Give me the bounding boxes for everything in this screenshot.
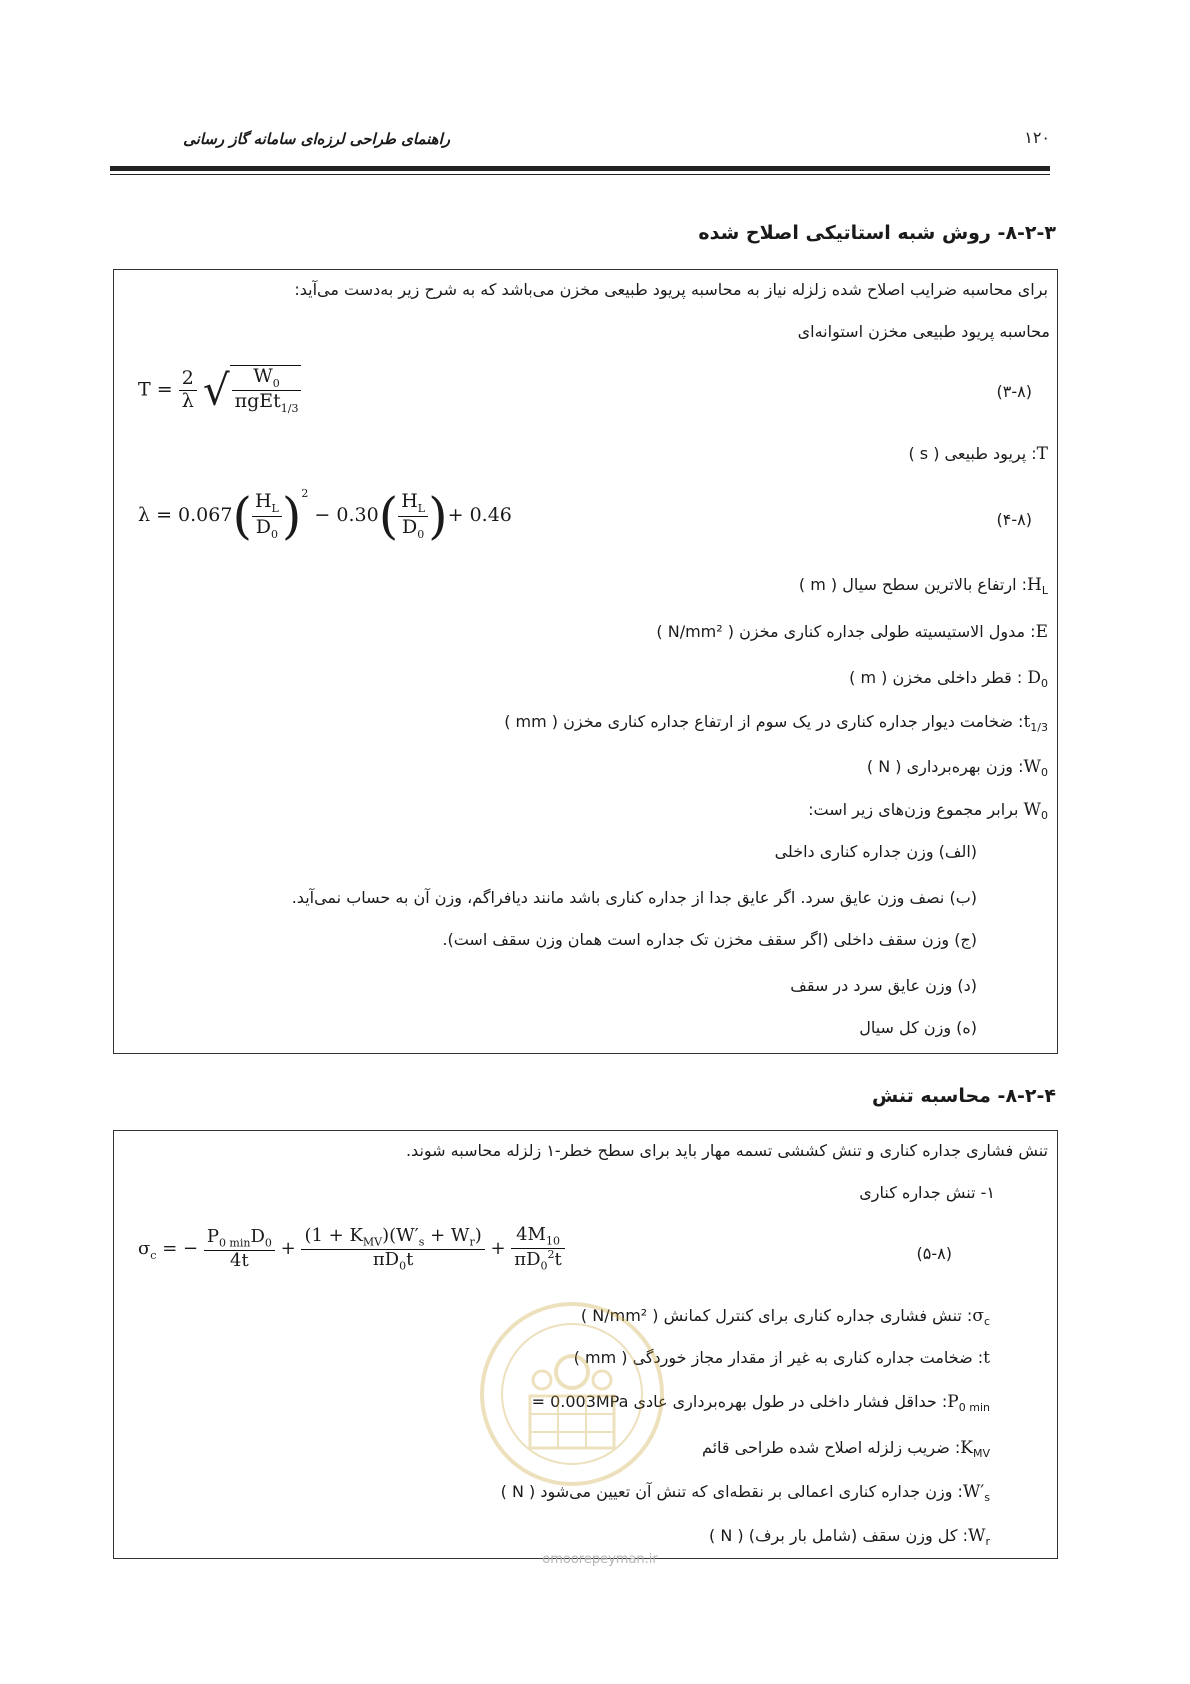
definition-Wr: $W_r$: کل وزن سقف (شامل بار برف) ( N ) — [708, 1526, 990, 1549]
definition-E: E: مدول الاستیسیته طولی جداره کناری مخزن ( N/mm² ) — [656, 622, 1048, 642]
definition-P0min: $P_{0 min}$: حداقل فشار داخلی در طول بهره‌برداری عادی 0.003MPa = — [531, 1392, 990, 1415]
section-title-8-2-3: ۸-۲-۳- روش شبه استاتیکی اصلاح شده — [698, 222, 1056, 244]
eq3-term1: $\frac{P_{0 min}D_0}{4t}$ — [204, 1227, 275, 1272]
list-item-alef: (الف) وزن جداره کناری داخلی — [774, 842, 977, 861]
list-item-dal: (د) وزن عایق سرد در سقف — [790, 976, 977, 995]
paren-left-icon: ( — [232, 487, 252, 545]
section2-intro: تنش فشاری جداره کناری و تنش کششی تسمه مهار باید برای سطح خطر-۱ زلزله محاسبه شوند. — [405, 1141, 1048, 1160]
header-rule-thin — [110, 174, 1050, 175]
definition-W0-sum: $W_0$ برابر مجموع وزن‌های زیر است: — [808, 800, 1048, 823]
list-item-jim: (ج) وزن سقف داخلی (اگر سقف مخزن تک جداره است همان وزن سقف است). — [442, 930, 977, 949]
equation-number-3-8: (۳-۸) — [996, 382, 1032, 401]
definition-t13: $t_{1/3}$: ضخامت دیوار جداره کناری در یک سوم از ارتفاع جداره کناری مخزن ( mm ) — [504, 712, 1048, 735]
definition-HL: $H_L$: ارتفاع بالاترین سطح سیال ( m ) — [798, 575, 1048, 598]
definition-KMV: $K_{MV}$: ضریب زلزله اصلاح شده طراحی قائم — [701, 1438, 990, 1461]
list-item-he: (ه) وزن کل سیال — [859, 1018, 977, 1037]
page-number: ۱۲۰ — [1024, 128, 1050, 147]
eq1-radicand: $\frac{W_0}{\pi gEt_{1/3}}$ — [230, 365, 302, 416]
definition-T: T: پریود طبیعی ( s ) — [908, 444, 1048, 464]
definition-Ws: $W'_s$: وزن جداره کناری اعمالی بر نقطه‌ای که تنش آن تعیین می‌شود ( N ) — [500, 1482, 990, 1505]
definition-W0: $W_0$: وزن بهره‌برداری ( N ) — [866, 757, 1048, 780]
header-rule-thick — [110, 166, 1050, 171]
eq3-term3: $\frac{4M_{10}}{\pi D_0^2t}$ — [511, 1225, 565, 1273]
eq3-term2: $\frac{(1 + K_{MV})(W'_s + W_r)}{\pi D_0t}$ — [301, 1226, 484, 1273]
seal-watermark-icon — [478, 1300, 666, 1488]
list-item-be: (ب) نصف وزن عایق سرد. اگر عایق جدا از جداره کناری باشد مانند دیافراگم، وزن آن به حساب نمی‌آید. — [291, 888, 977, 907]
equation-number-4-8: (۴-۸) — [996, 510, 1032, 529]
section-title-8-2-4: ۸-۲-۴- محاسبه تنش — [872, 1085, 1056, 1107]
section1-intro: برای محاسبه ضرایب اصلاح شده زلزله نیاز به محاسبه پریود طبیعی مخزن می‌باشد که به شرح زیر به‌دست می‌آید: — [294, 280, 1048, 299]
equation-number-5-8: (۵-۸) — [916, 1244, 952, 1263]
watermark-url: omoorepeyman.ir — [542, 1552, 658, 1567]
definition-t: t: ضخامت جداره کناری به غیر از مقدار مجاز خوردگی ( mm ) — [573, 1348, 990, 1368]
definition-D0: $D_0$ : قطر داخلی مخزن ( m ) — [849, 668, 1048, 691]
eq1-coefficient: $\frac{2}{\lambda}$ — [179, 368, 197, 413]
running-header-title: راهنمای طراحی لرزه‌ای سامانه گاز رسانی — [183, 130, 450, 148]
eq1-lhs: T — [138, 378, 151, 401]
paren-right-icon: ) — [281, 487, 302, 545]
section2-item1: ۱- تنش جداره کناری — [859, 1183, 995, 1202]
definition-sigma-c: $\sigma_c$: تنش فشاری جداره کناری برای کنترل کمانش ( N/mm² ) — [580, 1306, 990, 1329]
section1-subheading: محاسبه پریود طبیعی مخزن استوانه‌ای — [797, 322, 1050, 341]
equation-stress: $\sigma_c$ = − $\frac{P_{0 min}D_0}{4t}$ + $\frac{(1 + K_{MV})(W'_s + W_r)}{\pi D_0t}$ + $\frac{4M_{10}}{\pi D_0^2t}$ — [138, 1225, 565, 1273]
sqrt-icon: √ — [202, 365, 230, 415]
equation-period: T = $\frac{2}{\lambda}$ √ $\frac{W_0}{\pi gEt_{1/3}}$ — [138, 365, 301, 416]
equation-lambda: λ = 0.067( $\frac{H_L}{D_0}$ )$^2$ − 0.30( $\frac{H_L}{D_0}$ )+ 0.46 — [138, 487, 512, 545]
